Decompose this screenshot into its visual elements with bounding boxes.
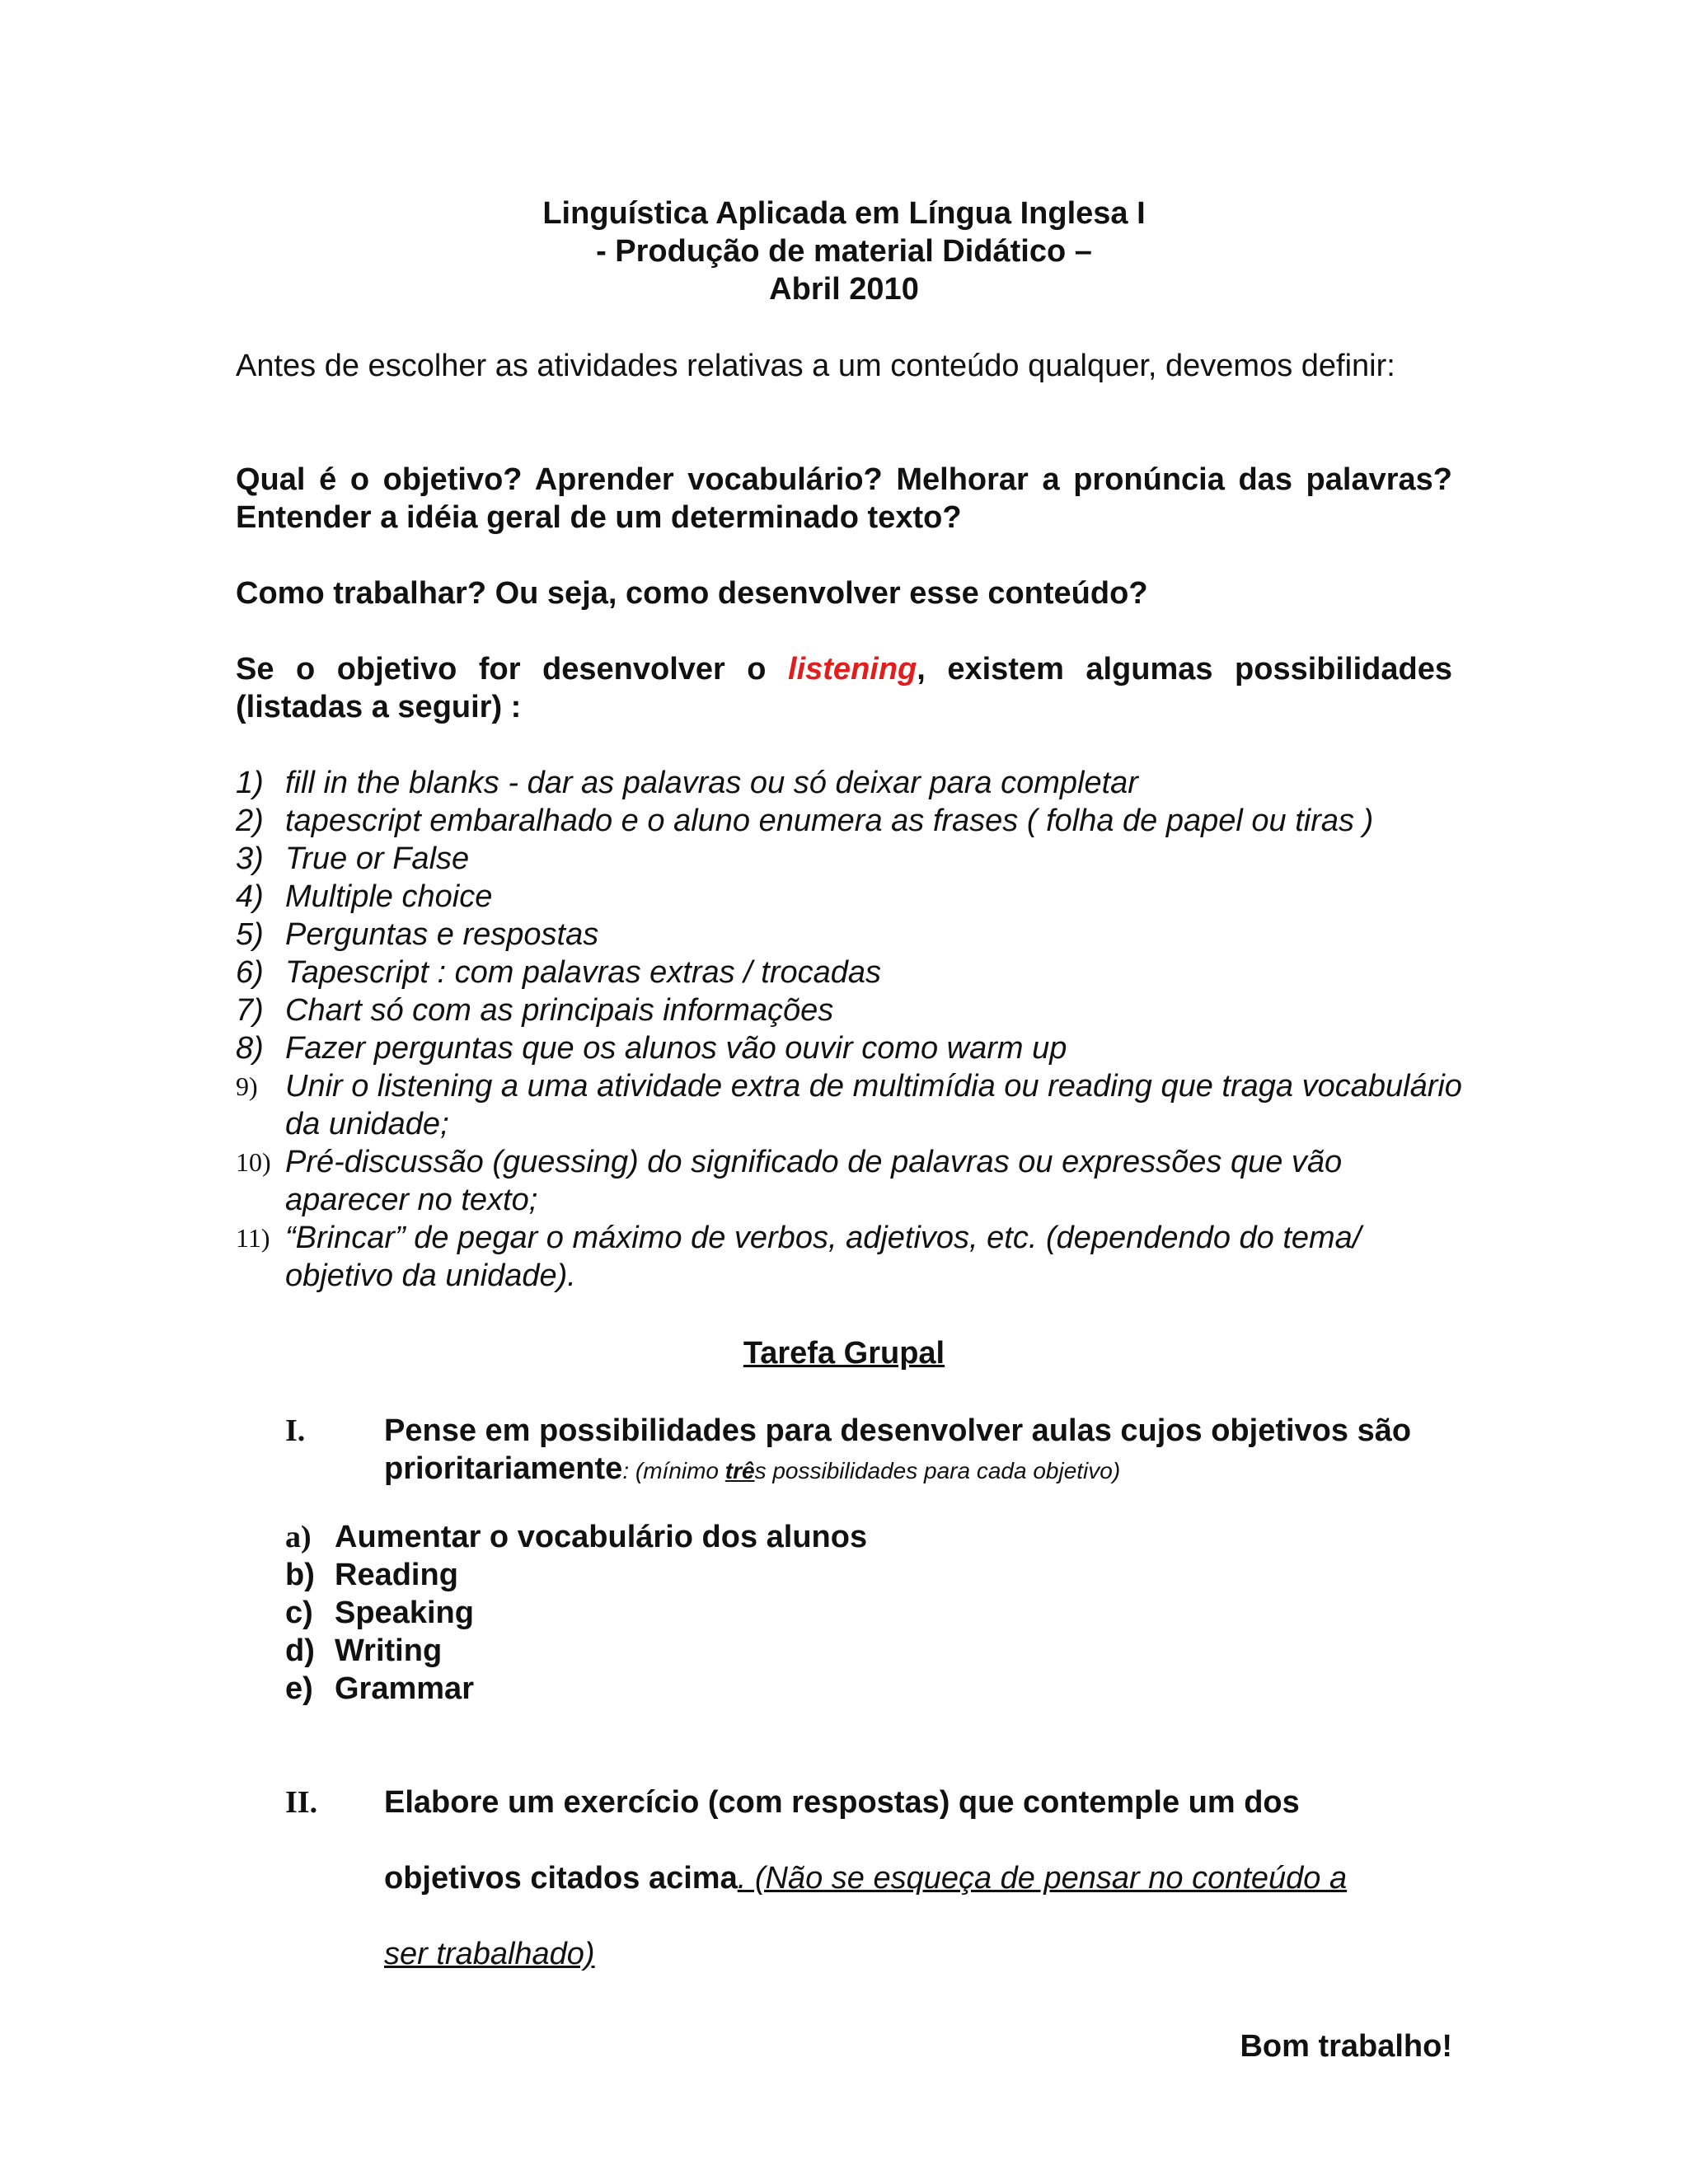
activity-number: 2): [236, 804, 264, 838]
objective-text: Aumentar o vocabulário dos alunos: [335, 1520, 868, 1554]
task2-line3: [384, 1935, 595, 1973]
objective-question: Qual é o objetivo? Aprender vocabulário? Melhorar a pronúncia das palavras? Entender a idéia geral de um determinado texto?: [236, 462, 1452, 535]
activity-number: 1): [236, 766, 264, 800]
activity-number: 7): [236, 993, 264, 1028]
activity-number: 6): [236, 955, 264, 990]
objective-item: [285, 1556, 867, 1594]
task1-note-end: s possibilidades para cada objetivo): [754, 1458, 1121, 1483]
activity-number: 3): [236, 841, 264, 876]
objective-item: [285, 1670, 867, 1708]
activity-text: Multiple choice: [285, 879, 493, 914]
activity-text: True or False: [285, 841, 470, 876]
objective-label: e): [285, 1671, 313, 1706]
activity-text: fill in the blanks - dar as palavras ou só deixar para completar: [285, 766, 1138, 800]
activity-item: [236, 954, 1472, 991]
objective-label: b): [285, 1558, 315, 1592]
activity-number: 5): [236, 917, 264, 952]
activity-text: tapescript embaralhado e o aluno enumera as frases ( folha de papel ou tiras ): [285, 804, 1374, 838]
objective-item: [285, 1594, 867, 1632]
activity-number: 8): [236, 1031, 264, 1066]
objective-text: Grammar: [335, 1671, 474, 1706]
activity-text: Fazer perguntas que os alunos vão ouvir como warm up: [285, 1031, 1067, 1066]
activity-item: [236, 916, 1472, 954]
activity-text: “Brincar” de pegar o máximo de verbos, adjetivos, etc. (dependendo do tema/ objetivo da unidade).: [285, 1221, 1362, 1293]
activity-item: [236, 1143, 1472, 1219]
task2-line2: [384, 1859, 1347, 1897]
task1-note: [622, 1458, 1120, 1483]
objective-label: c): [285, 1596, 313, 1630]
activity-text: Perguntas e respostas: [285, 917, 599, 952]
objective-text: Reading: [335, 1558, 458, 1592]
activity-number: 10): [236, 1147, 271, 1177]
activity-item: [236, 1219, 1472, 1295]
listening-paragraph: [236, 650, 1452, 726]
task2-line3-italic: ser trabalhado): [384, 1937, 595, 1971]
method-question: Como trabalhar? Ou seja, como desenvolver esse conteúdo?: [236, 576, 1148, 611]
activity-number: 4): [236, 879, 264, 914]
task1-text: Pense em possibilidades para desenvolver aulas cujos objetivos são prioritariamente: [384, 1413, 1412, 1486]
task1-numeral: I.: [285, 1413, 306, 1448]
activity-item: [236, 991, 1472, 1029]
listening-paragraph-end: , existem algumas possibilidades (listadas a seguir) :: [236, 652, 1452, 724]
listening-highlight: listening: [788, 652, 917, 687]
activity-item: [236, 840, 1472, 878]
objective-text: Speaking: [335, 1596, 474, 1630]
task-title: Tarefa Grupal: [743, 1336, 945, 1371]
activity-item: [236, 878, 1472, 916]
task1-prompt: [384, 1412, 1456, 1490]
document-date: Abril 2010: [769, 272, 919, 307]
objective-label: a): [285, 1520, 312, 1554]
activity-list: [236, 764, 1472, 1295]
task2-line2-bold: objetivos citados acima: [384, 1861, 738, 1896]
activity-item: [236, 802, 1472, 840]
task1-note-underlined: trê: [724, 1458, 755, 1483]
activity-text: Chart só com as principais informações: [285, 993, 834, 1028]
activity-item: [236, 1067, 1472, 1143]
task1-note-start: : (mínimo: [622, 1458, 725, 1483]
activity-item: [236, 1029, 1472, 1067]
document-subtitle: - Produção de material Didático –: [596, 234, 1092, 269]
objective-label: d): [285, 1633, 315, 1668]
task2-line1: Elabore um exercício (com respostas) que contemple um dos: [384, 1785, 1300, 1820]
objective-list: [285, 1518, 867, 1708]
intro-paragraph: Antes de escolher as atividades relativas a um conteúdo qualquer, devemos definir:: [236, 349, 1395, 383]
objective-item: [285, 1632, 867, 1670]
closing-remark: Bom trabalho!: [1240, 2029, 1452, 2064]
task2-numeral: II.: [285, 1785, 318, 1820]
listening-paragraph-start: Se o objetivo for desenvolver o: [236, 652, 789, 687]
activity-number: 11): [236, 1223, 270, 1253]
activity-text: Tapescript : com palavras extras / trocadas: [285, 955, 882, 990]
task2-line2-italic: . (Não se esqueça de pensar no conteúdo a: [737, 1861, 1348, 1896]
document-title: Linguística Aplicada em Língua Inglesa I: [542, 196, 1146, 231]
activity-text: Pré-discussão (guessing) do significado de palavras ou expressões que vão aparecer no texto;: [285, 1145, 1343, 1217]
activity-text: Unir o listening a uma atividade extra de multimídia ou reading que traga vocabulário da unidade;: [285, 1069, 1462, 1141]
objective-item: [285, 1518, 867, 1556]
activity-item: [236, 764, 1472, 802]
activity-number: 9): [236, 1071, 258, 1101]
objective-text: Writing: [335, 1633, 443, 1668]
